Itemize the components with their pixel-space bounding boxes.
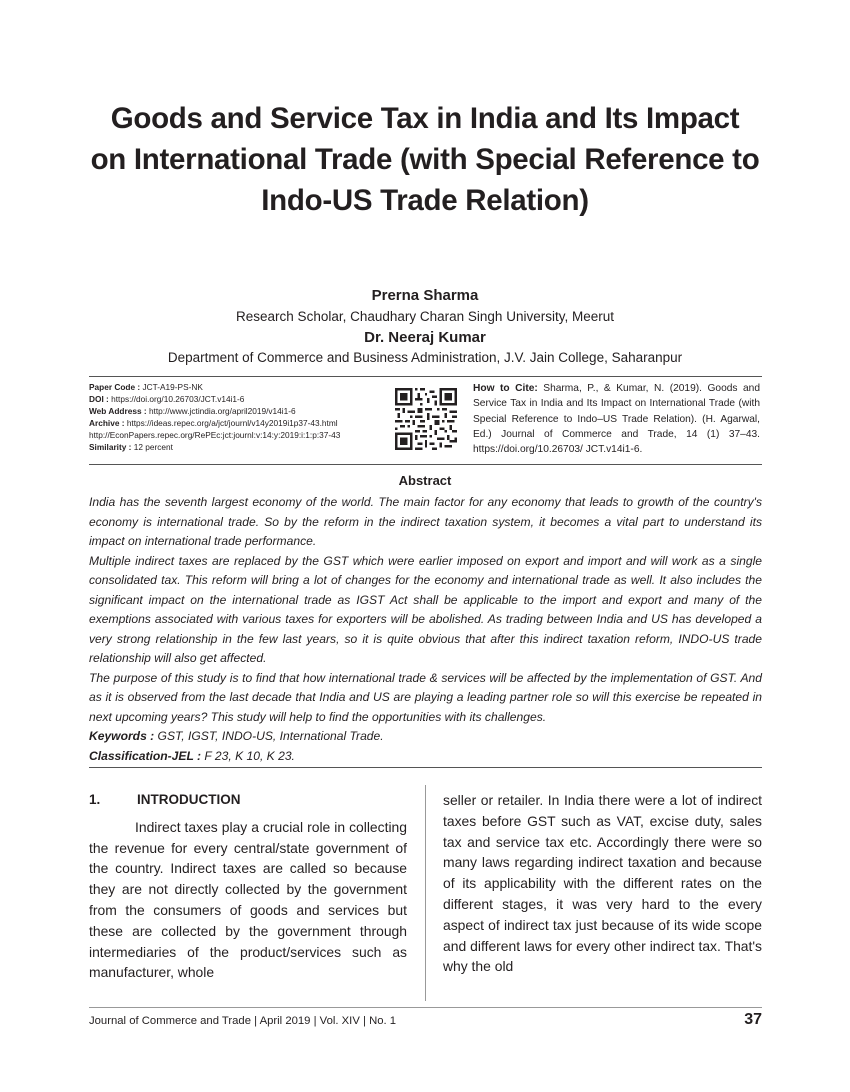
abstract-heading: Abstract [398,473,452,488]
similarity: Similarity : 12 percent [89,441,173,452]
body-paragraph: seller or retailer. In India there were a lot of indirect taxes before GST such as VAT, excise duty, sales tax and service tax etc. Accordingly there were so many laws regarding indirect taxation and because of its applicability with the different rates on the different stages, it was very hard to the every aspect of indirect tax just because of its wide scope and different laws for every other indirect tax. That's why the old [443,792,762,975]
doi: DOI : https://doi.org/10.26703/JCT.v14i1-6 [89,393,245,404]
left-column [89,790,407,983]
abstract-paragraph: The purpose of this study is to find that how international trade & services will be affected by the implementation of GST. And as it is observed from the last decade that India and US are playing a leading partner role so will this exercise be repeated in next upcoming years? This study will help to find the opportunities with its challenges. [89,670,762,724]
title-line: Indo-US Trade Relation) [261,184,589,217]
section-heading [89,790,407,811]
column-divider [425,785,426,1001]
title-line: Goods and Service Tax in India and Its Impact [110,102,740,135]
abstract-body [89,493,762,766]
web-address: Web Address : http://www.jctindia.org/april2019/v14i1-6 [89,405,296,416]
jel-classification: Classification-JEL : F 23, K 10, K 23. [89,748,295,763]
divider [89,767,762,768]
right-column [443,790,762,977]
page-number: 37 [744,1011,762,1028]
econpapers-link[interactable]: http://EconPapers.repec.org/RePEc:jct:journl:v:14:y:2019:i:1:p:37-43 [89,429,341,440]
section-title: INTRODUCTION [137,792,241,807]
title-line: on International Trade (with Special Reference to [90,143,760,176]
section-number: 1. [89,792,101,807]
paper-code: Paper Code : JCT-A19-PS-NK [89,382,203,392]
divider [89,464,762,465]
qr-code-icon [395,388,457,450]
abstract-paragraph: Multiple indirect taxes are replaced by the GST which were earlier imposed on export and import and will work as a single consolidated tax. This reform will bring a lot of changes for the economy and international trade as well. It also includes the significant impact on the international trade as IGST Act shall be applicable to the import and export and many of the exemptions associated with various taxes for exporters will be abolished. As trading between India and US has developed a very strong relationship in the few last years, so it is quite obvious that after this indirect taxation reform, INDO-US trade relationship will also get affected. [89,553,762,665]
body-paragraph: Indirect taxes play a crucial role in collecting the revenue for every central/state government of the country. Indirect taxes are called so because they are not directly collected by the government from the consumers of goods and services but these are collected by the government through intermediaries of the product/services such as manufacturer, whole [89,818,407,981]
abstract-paragraph: India has the seventh largest economy of the world. The main factor for any economy that leads to growth of the country's economy is international trade. So by the reform in the indirect taxation system, it becomes a vital part to understand its impact on international trade performance. [89,495,762,548]
cite-label: How to Cite: [473,383,538,394]
paper-metadata [89,382,340,453]
how-to-cite [473,381,760,457]
author-affiliation: Department of Commerce and Business Administration, J.V. Jain College, Saharanpur [167,350,683,365]
author-name: Dr. Neeraj Kumar [364,329,486,346]
paper-title [60,98,790,221]
footer-journal-info: Journal of Commerce and Trade | April 2019 | Vol. XIV | No. 1 [89,1015,397,1027]
divider [89,376,762,377]
archive: Archive : https://ideas.repec.org/a/jct/journl/v14y2019i1p37-43.html [89,417,338,428]
keywords: Keywords : GST, IGST, INDO-US, International Trade. [89,729,384,743]
cite-text: Sharma, P., & Kumar, N. (2019). Goods and Service Tax in India and Its Impact on International Trade (with Special Reference to Indo–US Trade Relation). (H. Agarwal, Ed.) Journal of Commerce and Trade, 14 (1) 37–43. https://doi.org/10.26703/ JCT.v14i1-6. [473,383,761,456]
author-affiliation: Research Scholar, Chaudhary Charan Singh University, Meerut [236,309,614,324]
author-name: Prerna Sharma [371,287,479,304]
footer-divider [89,1007,762,1008]
